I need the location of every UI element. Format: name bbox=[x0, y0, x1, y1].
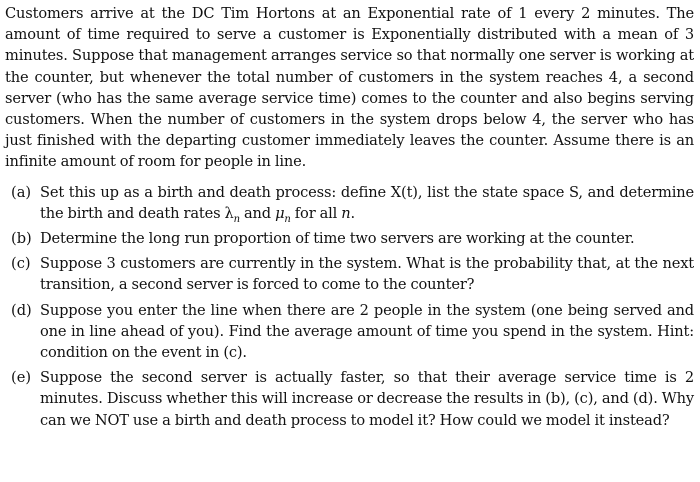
part-a bbox=[5, 182, 694, 224]
part-a-text-before: Set this up as a birth and death process: define X(t), list the state space S, and determine the birth and death rates bbox=[40, 183, 694, 222]
part-a-text-after: for all bbox=[290, 204, 342, 222]
part-a-end: . bbox=[350, 204, 356, 222]
part-c-text: Suppose 3 customers are currently in the system. What is the probability that, at the next transition, a second server is forced to come to the counter? bbox=[40, 255, 694, 294]
part-e-label: (e) bbox=[11, 369, 32, 387]
part-d-text: Suppose you enter the line when there are 2 people in the system (one being served and one in line ahead of you). Find the average amount of time you spend in the system. Hint: condition on the event in (c). bbox=[40, 301, 694, 362]
part-e-text: Suppose the second server is actually faster, so that their average service time is 2 minutes. Discuss whether this will increase or decrease the results in (b), (c), and (d). Why can we NOT use a birth and death process to model it? How could we model it instead? bbox=[40, 369, 694, 429]
lambda-subscript: n bbox=[233, 213, 240, 225]
n-variable: n bbox=[341, 204, 351, 222]
part-b-label: (b) bbox=[11, 230, 32, 248]
part-a-and: and bbox=[239, 204, 276, 222]
part-d bbox=[5, 300, 694, 364]
problem-parts bbox=[5, 182, 694, 431]
part-e bbox=[5, 367, 694, 431]
part-c-label: (c) bbox=[11, 255, 31, 273]
part-a-text bbox=[40, 182, 694, 224]
part-c bbox=[5, 253, 694, 295]
part-b-text: Determine the long run proportion of time two servers are working at the counter. bbox=[40, 230, 635, 248]
part-a-label: (a) bbox=[11, 183, 32, 201]
lambda-symbol: λ bbox=[224, 204, 234, 222]
mu-symbol: μ bbox=[275, 204, 285, 222]
part-d-label: (d) bbox=[11, 301, 32, 319]
problem-intro: Customers arrive at the DC Tim Hortons at an Exponential rate of 1 every 2 minutes. The amount of time required to serve a customer is Exponentially distributed with a mean of 3 minutes. Suppose that management arranges service so that normally one server is working at the counter, but whenever the total number of customers in the system reaches 4, a second server (who has the same average service time) comes to the counter and also begins serving customers. When the number of customers in the system drops below 4, the server who has just finished with the departing customer immediately leaves the counter. Assume there is an infinite amount of room for people in line. bbox=[5, 5, 694, 171]
mu-subscript: n bbox=[284, 213, 291, 225]
part-b bbox=[5, 228, 694, 249]
